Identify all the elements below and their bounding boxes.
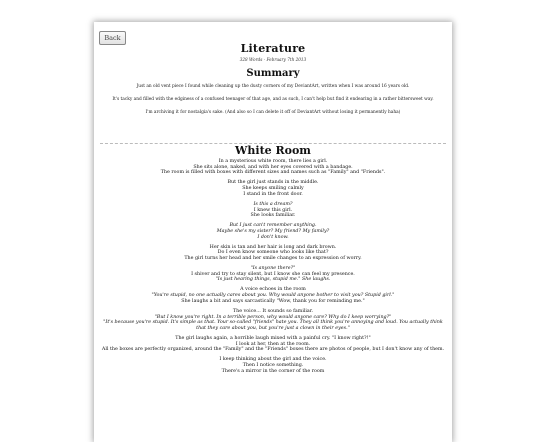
story-body <box>100 159 446 379</box>
story-stanza <box>100 202 446 219</box>
story-line: But I just can't remember anything. <box>229 223 317 229</box>
story-line: All the boxes are perfectly organized, around the "Family" and the "Friends" boxes there are photos of people, but I don't know any of them. <box>101 347 445 353</box>
story-line: She keeps smiling calmly <box>242 186 304 192</box>
story-line: "But I know you're right. In a terrible person, why would anyone care? Why do I keep worrying?" <box>154 314 392 320</box>
story-stanza <box>100 336 446 353</box>
story-line: "You're stupid, no one actually cares about you. Why would anyone bother to visit you? Stupid girl." <box>151 293 395 299</box>
story-line: I shiver and try to stay silent, but I know she can feel my presence. <box>191 271 355 277</box>
story-line: She sits alone, naked, and with her eyes covered with a bandage. <box>193 164 353 170</box>
story-line: "It's because you're stupid. It's simple as that. Your so-called "friends" hate you. They all think you're annoying and loud. You actually think that they care about you, but you're just a clown in their eyes." <box>103 320 443 331</box>
word-count-date: 328 Words - February 7th 2013 <box>239 57 307 62</box>
literature-page <box>94 22 452 442</box>
story-line: The voice... It sounds so familiar. <box>232 308 314 314</box>
story-line: Do I even know someone who looks like that? <box>217 250 329 256</box>
summary-section <box>100 84 446 123</box>
story-line: In a mysterious white room, there lies a girl. <box>218 159 328 164</box>
story-line: Maybe she's my sister? My friend? My family? <box>216 228 330 234</box>
story-line: I stand in the front door. <box>243 191 303 197</box>
story-stanza <box>100 287 446 304</box>
story-line: I don't know. <box>257 234 289 240</box>
story-stanza <box>100 245 446 262</box>
page-title: Literature <box>240 42 306 55</box>
summary-paragraph: It's tacky and filled with the edginess of a confused teenager of that age, and as such, I can't help but find it endearing in a rather bittersweet way. <box>112 97 434 102</box>
back-button[interactable]: Back <box>99 31 126 45</box>
story-line: The girl laughs again, a horrible laugh mixed with a painful cry. "I know right?!" <box>175 335 371 341</box>
story-line: I keep thinking about the girl and the voice. <box>219 357 327 363</box>
story-line: The room is filled with boxes with different sizes and names such as "Family" and "Friends". <box>160 170 386 176</box>
story-stanza <box>100 266 446 283</box>
story-line: Is this a dream? <box>253 201 293 207</box>
summary-heading: Summary <box>246 68 300 79</box>
story-line: "Is just hearing things, stupid me." She laughs. <box>215 277 331 283</box>
story-line: She looks familiar. <box>250 213 296 219</box>
story-line: I knew this girl. <box>253 207 293 213</box>
story-line: But the girl just stands in the middle. <box>227 180 319 186</box>
story-line: I look at her, then at the room. <box>235 341 311 347</box>
summary-paragraph: I'm archiving it for nostalgia's sake. (And also so I can delete it off of DeviantArt without losing it permanently haha) <box>145 110 401 115</box>
story-stanza <box>100 357 446 374</box>
story-heading: White Room <box>235 144 311 157</box>
story-stanza <box>100 309 446 332</box>
story-stanza <box>100 223 446 240</box>
story-line: The girl turns her head and her smile changes to an expression of worry. <box>184 256 362 262</box>
story-line: Her skin is tan and her hair is long and dark brown. <box>209 244 337 250</box>
story-line: "Is anyone there?" <box>250 266 296 272</box>
story-line: She laughs a bit and says sarcastically "Wow, thank you for reminding me." <box>181 298 365 304</box>
story-stanza <box>100 159 446 176</box>
story-line: There's a mirror in the corner of the room <box>221 368 325 374</box>
story-line: Then I notice something. <box>242 363 304 369</box>
summary-paragraph: Just an old vent piece I found while cleaning up the dusty corners of my DeviantArt, written when I was around 16 years old. <box>136 84 410 89</box>
story-line: A voice echoes in the room <box>240 287 306 293</box>
story-stanza <box>100 180 446 197</box>
